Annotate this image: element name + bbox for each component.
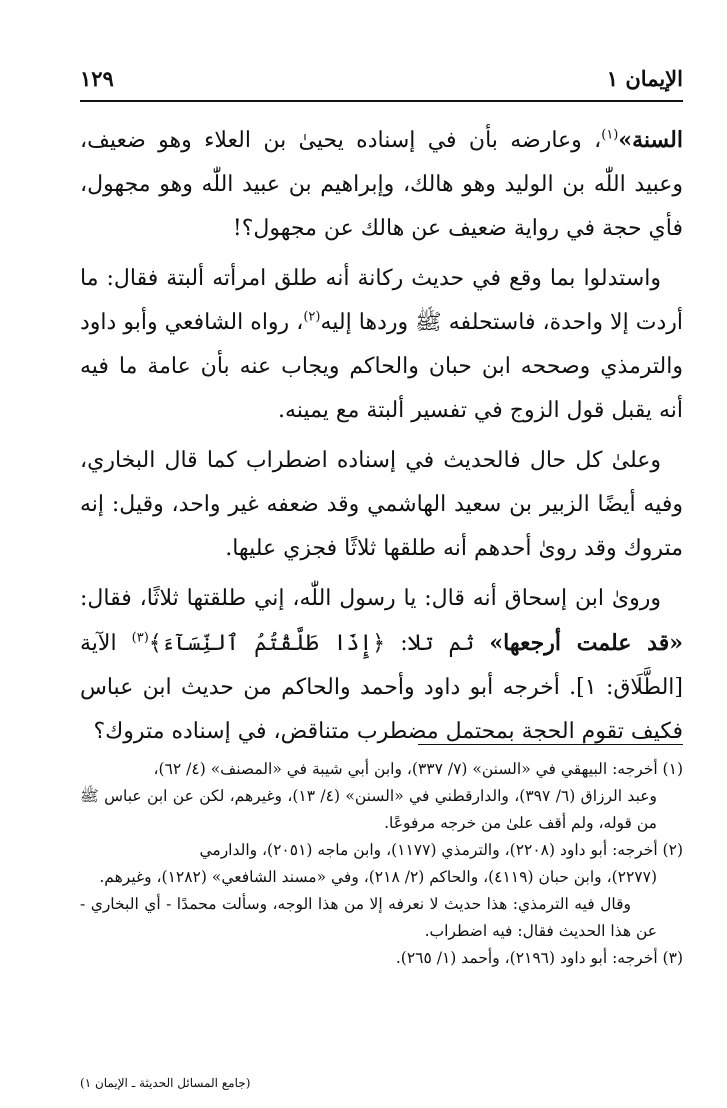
footnote-2: (٢) أخرجه: أبو داود (٢٢٠٨)، والترمذي (١١٧٧)، وابن ماجه (٢٠٥١)، والدارمي [199,841,683,859]
bold-term: السنة» [618,127,683,153]
header-divider [80,100,683,102]
paragraph-2 [80,257,683,433]
hadith-quote: «قد علمت أرجعها» [489,630,683,656]
page-header [80,64,683,100]
footnote-ref-1: (١) [601,127,619,143]
footnote-2-note: وقال فيه الترمذي: هذا حديث لا نعرفه إلا من هذا الوجه، وسألت محمدًا - أي البخاري - عن هذا الحديث فقال: فيه اضطراب. [80,895,657,940]
footnote-1: (١) أخرجه: البيهقي في «السنن» (٧/ ٣٣٧)، وابن أبي شيبة في «المصنف» (٤/ ٦٢)، [153,760,683,778]
paragraph-2-text-a: واستدلوا بما وقع في حديث ركانة أنه طلق امرأته ألبتة فقال: ما أردت إلا واحدة، فاستحلفه ﷺ وردها إليه [80,266,683,335]
footnote-3: (٣) أخرجه: أبو داود (٢١٩٦)، وأحمد (١/ ٢٦٥). [395,949,683,967]
paragraph-1-text: ، وعارضه بأن في إسناده يحيىٰ بن العلاء وهو ضعيف، وعبيد اللّٰه بن الوليد وهو هالك، وإبراهيم بن عبيد اللّٰه وهو مجهول، فأي حجة في رواية ضعيف عن هالك عن مجهول؟! [80,128,683,241]
footnotes [80,756,683,972]
paragraph-4-text-b: ثم تلا: ﴿إِذَا طَلَّقْتُمُ ٱلنِّسَآءَ﴾ [148,631,475,656]
footnote-ref-3: (٣) [131,630,149,646]
footnote-ref-2: (٢) [303,309,321,325]
paragraph-4-text-a: وروىٰ ابن إسحاق أنه قال: يا رسول اللّٰه، إني طلقتها ثلاثًا، فقال: [80,586,661,611]
paragraph-4 [80,577,683,754]
paragraph-3: وعلىٰ كل حال فالحديث في إسناده اضطراب كما قال البخاري، وفيه أيضًا الزبير بن سعيد الهاشمي وقد ضعفه غير واحد، وقيل: إنه متروك وقد روىٰ أحدهم أنه طلقها ثلاثًا فجزي عليها. [80,448,683,561]
footnote-2-continued: (٢٢٧٧)، وابن حبان (٤١١٩)، والحاكم (٢/ ٢١٨)، وفي «مسند الشافعي» (١٢٨٢)، وغيرهم. [99,868,657,886]
footnote-divider [418,744,683,745]
page-number: ١٢٩ [80,66,114,91]
paragraph-4-text-c: الآية [الطَّلَاق: ١]. أخرجه أبو داود وأحمد والحاكم من حديث ابن عباس فكيف تقوم الحجة بمحتمل مضطرب متناقض، في إسناده متروك؟ [80,631,684,744]
paragraph-1 [80,118,683,251]
running-title: الإيمان ١ [606,66,683,91]
paragraph-2-text-b: ، رواه الشافعي وأبو داود والترمذي وصححه ابن حبان والحاكم ويجاب عنه بأن عامة ما فيه أنه يقبل قول الزوج في تفسير ألبتة مع يمينه. [80,310,683,423]
footnote-1-continued: وعبد الرزاق (٦/ ٣٩٧)، والدارقطني في «السنن» (٤/ ١٣)، وغيرهم، لكن عن ابن عباس ﷺ من قوله، ولم أقف علىٰ من خرجه مرفوعًا. [80,787,657,832]
book-signature: (جامع المسائل الحديثة ـ الإيمان ١) [80,1076,251,1090]
main-text [80,118,683,760]
